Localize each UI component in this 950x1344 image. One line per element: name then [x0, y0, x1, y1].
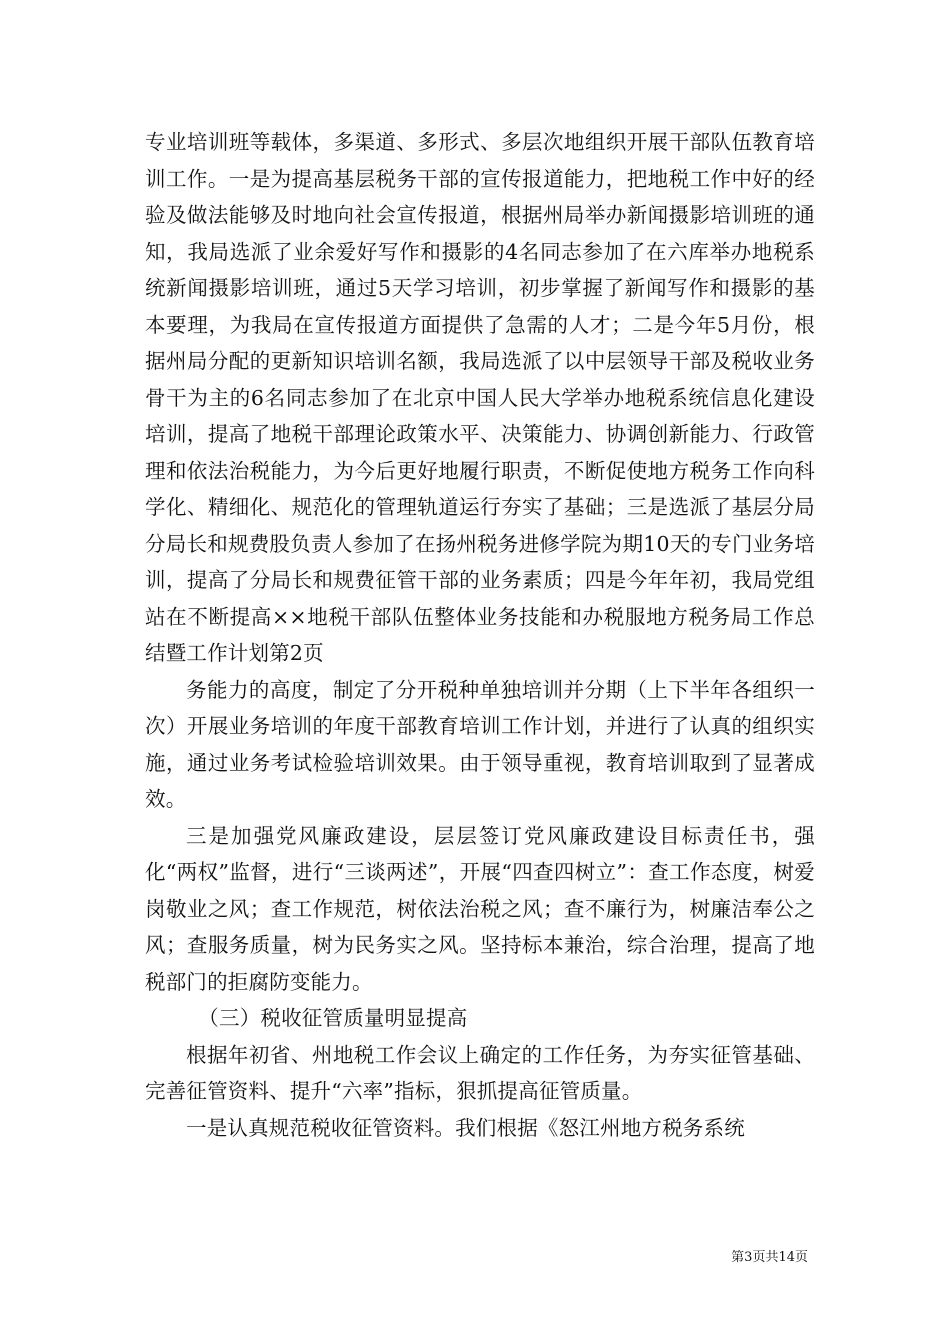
- paragraph-party-integrity: 三是加强党风廉政建设，层层签订党风廉政建设目标责任书，强化“两权”监督，进行“三谈两述”，开展“四查四树立”：查工作态度，树爱岗敬业之风；查工作规范，树依法治税之风；查不廉行为，树廉洁奉公之风；查服务质量，树为民务实之风。坚持标本兼治，综合治理，提高了地税部门的拒腐防变能力。: [145, 823, 815, 994]
- section-heading-collection-quality: （三）税收征管质量明显提高: [198, 1006, 468, 1030]
- paragraph-collection-materials: 一是认真规范税收征管资料。我们根据《怒江州地方税务系统: [186, 1115, 745, 1140]
- document-body: [145, 124, 815, 1146]
- paragraph-training-plan: 务能力的高度，制定了分开税种单独培训并分期（上下半年各组织一次）开展业务培训的年度干部教育培训工作计划，并进行了认真的组织实施，通过业务考试检验培训效果。由于领导重视，教育培训取到了显著成效。: [145, 677, 815, 811]
- paragraph-collection-tasks: 根据年初省、州地税工作会议上确定的工作任务，为夯实征管基础、完善征管资料、提升“六率”指标，狠抓提高征管质量。: [145, 1042, 815, 1103]
- paragraph-training-continued: 专业培训班等载体，多渠道、多形式、多层次地组织开展干部队伍教育培训工作。一是为提高基层税务干部的宣传报道能力，把地税工作中好的经验及做法能够及时地向社会宣传报道，根据州局举办新闻摄影培训班的通知，我局选派了业余爱好写作和摄影的4名同志参加了在六库举办地税系统新闻摄影培训班，通过5天学习培训，初步掌握了新闻写作和摄影的基本要理，为我局在宣传报道方面提供了急需的人才；二是今年5月份，根据州局分配的更新知识培训名额，我局选派了以中层领导干部及税收业务骨干为主的6名同志参加了在北京中国人民大学举办地税系统信息化建设培训，提高了地税干部理论政策水平、决策能力、协调创新能力、行政管理和依法治税能力，为今后更好地履行职责，不断促使地方税务工作向科学化、精细化、规范化的管理轨道运行夯实了基础；三是选派了基层分局分局长和规费股负责人参加了在扬州税务进修学院为期10天的专门业务培训，提高了分局长和规费征管干部的业务素质；四是今年年初，我局党组站在不断提高××地税干部队伍整体业务技能和办税服地方税务局工作总结暨工作计划第2页: [145, 130, 815, 665]
- page-footer-number: 第3页共14页: [731, 1250, 808, 1265]
